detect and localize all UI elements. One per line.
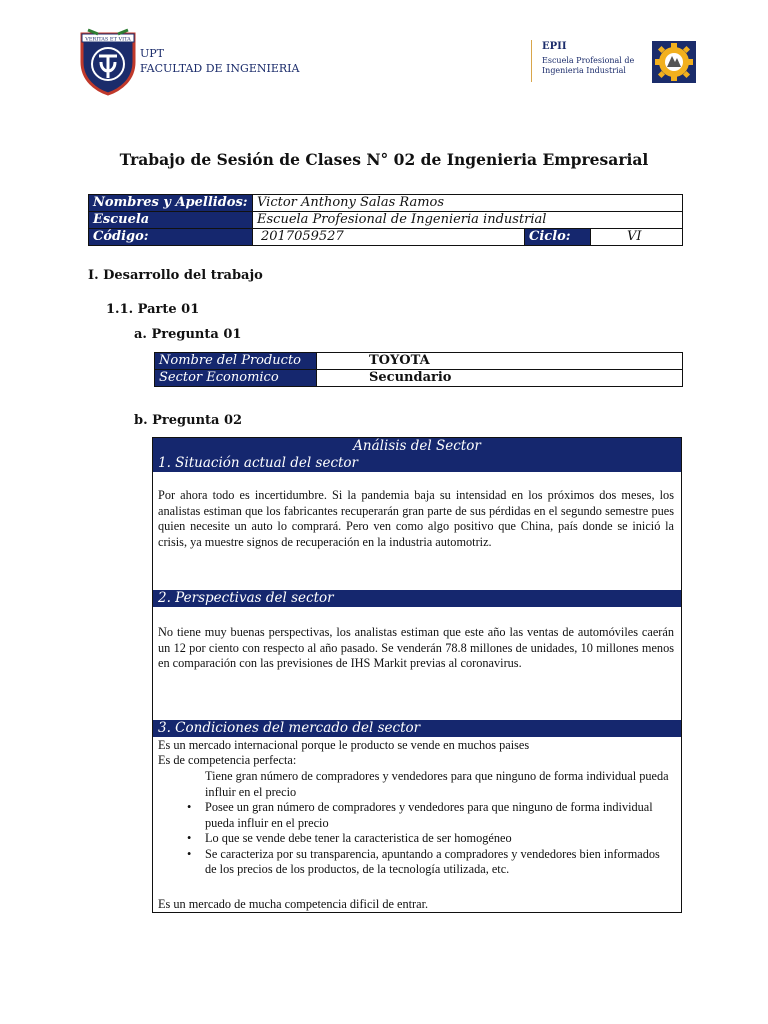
sector-value: Secundario <box>317 370 683 387</box>
name-value: Victor Anthony Salas Ramos <box>253 195 683 212</box>
school-name <box>542 56 652 76</box>
school-value: Escuela Profesional de Ingenieria industrial <box>253 212 683 229</box>
name-label: Nombres y Apellidos: <box>89 195 253 212</box>
university-abbr: UPT <box>140 47 165 60</box>
table-row <box>89 229 683 246</box>
code-label: Código: <box>89 229 253 246</box>
market-line-2: Es de competencia perfecta: <box>158 753 297 767</box>
school-name-line1: Escuela Profesional de <box>542 56 635 65</box>
list-item-text: Tiene gran número de compradores y vendedores para que ninguno de forma individual pueda influir en el precio <box>205 769 669 799</box>
school-header <box>531 40 652 82</box>
student-info-table <box>88 194 683 246</box>
list-item <box>158 800 674 831</box>
sector-label: Sector Economico <box>155 370 317 387</box>
subsection-heading: 1.1. Parte 01 <box>106 302 200 317</box>
table-row <box>155 353 683 370</box>
list-item-text: Lo que se vende debe tener la caracteristica de ser homogéneo <box>205 831 512 845</box>
bullet-icon: • <box>187 846 192 861</box>
section-title-1: 1. Situación actual del sector <box>158 455 359 471</box>
school-abbr: EPII <box>542 41 567 52</box>
upt-logo <box>78 28 138 96</box>
faculty-name: FACULTAD DE INGENIERIA <box>140 62 300 75</box>
section-text-2: No tiene muy buenas perspectivas, los analistas estiman que este año las ventas de automóviles caerán un 12 por ciento con respecto al año pasado. Se venderán 78.8 millones de unidades, 10 millones menos en comparación con las previsiones de IHS Markit previas al coronavirus. <box>158 625 674 670</box>
school-label: Escuela <box>89 212 253 229</box>
cycle-value: VI <box>591 229 683 246</box>
table-row <box>89 212 683 229</box>
cycle-label: Ciclo: <box>525 229 591 246</box>
section-text-1: Por ahora todo es incertidumbre. Si la pandemia baja su intensidad en los próximos dos meses, los analistas estiman que los fabricantes recuperarán gran parte de sus pérdidas en el segundo semestre pues quien necesite un auto lo comprará. Pero ven como algo positivo que China, país donde se inició la crisis, ya muestre signos de recuperación en la industria automotriz. <box>158 488 674 549</box>
school-name-line2: Ingenieria Industrial <box>542 66 626 75</box>
section-bar-3 <box>153 720 681 737</box>
section-bar-2 <box>153 590 681 607</box>
list-item <box>158 831 674 847</box>
analysis-title: Análisis del Sector <box>153 438 681 455</box>
market-line-last: Es un mercado de mucha competencia dificil de entrar. <box>158 897 429 911</box>
section-heading: I. Desarrollo del trabajo <box>88 268 263 283</box>
bullet-icon: • <box>187 800 192 814</box>
product-label: Nombre del Producto <box>155 353 317 370</box>
table-row <box>155 370 683 387</box>
list-item <box>158 847 674 878</box>
faculty-header <box>140 46 299 76</box>
market-conditions-list <box>158 769 674 878</box>
product-value: TOYOTA <box>317 353 683 370</box>
bullet-icon: • <box>187 831 192 845</box>
section-bar-1 <box>153 455 681 472</box>
section-title-3: 3. Condiciones del mercado del sector <box>158 720 421 736</box>
list-item-text: Se caracteriza por su transparencia, apuntando a compradores y vendedores bien informados de los precios de los productos, de la tecnología utilizada, etc. <box>205 846 660 876</box>
question-heading: a. Pregunta 01 <box>134 327 242 342</box>
code-value: 2017059527 <box>253 229 525 246</box>
table-row <box>89 195 683 212</box>
list-item <box>158 769 674 800</box>
market-line-1: Es un mercado internacional porque le producto se vende en muchos paises <box>158 738 530 752</box>
product-table <box>154 352 683 387</box>
document-title: Trabajo de Sesión de Clases N° 02 de Ingenieria Empresarial <box>119 150 649 169</box>
question-heading: b. Pregunta 02 <box>134 413 243 428</box>
sector-analysis-box <box>152 437 682 913</box>
logo-motto: VERITAS ET VITA <box>85 36 131 43</box>
section-title-2: 2. Perspectivas del sector <box>158 590 334 606</box>
list-item-text: Posee un gran número de compradores y vendedores para que ninguno de forma individual pueda influir en el precio <box>205 800 653 830</box>
gear-logo <box>652 41 696 83</box>
